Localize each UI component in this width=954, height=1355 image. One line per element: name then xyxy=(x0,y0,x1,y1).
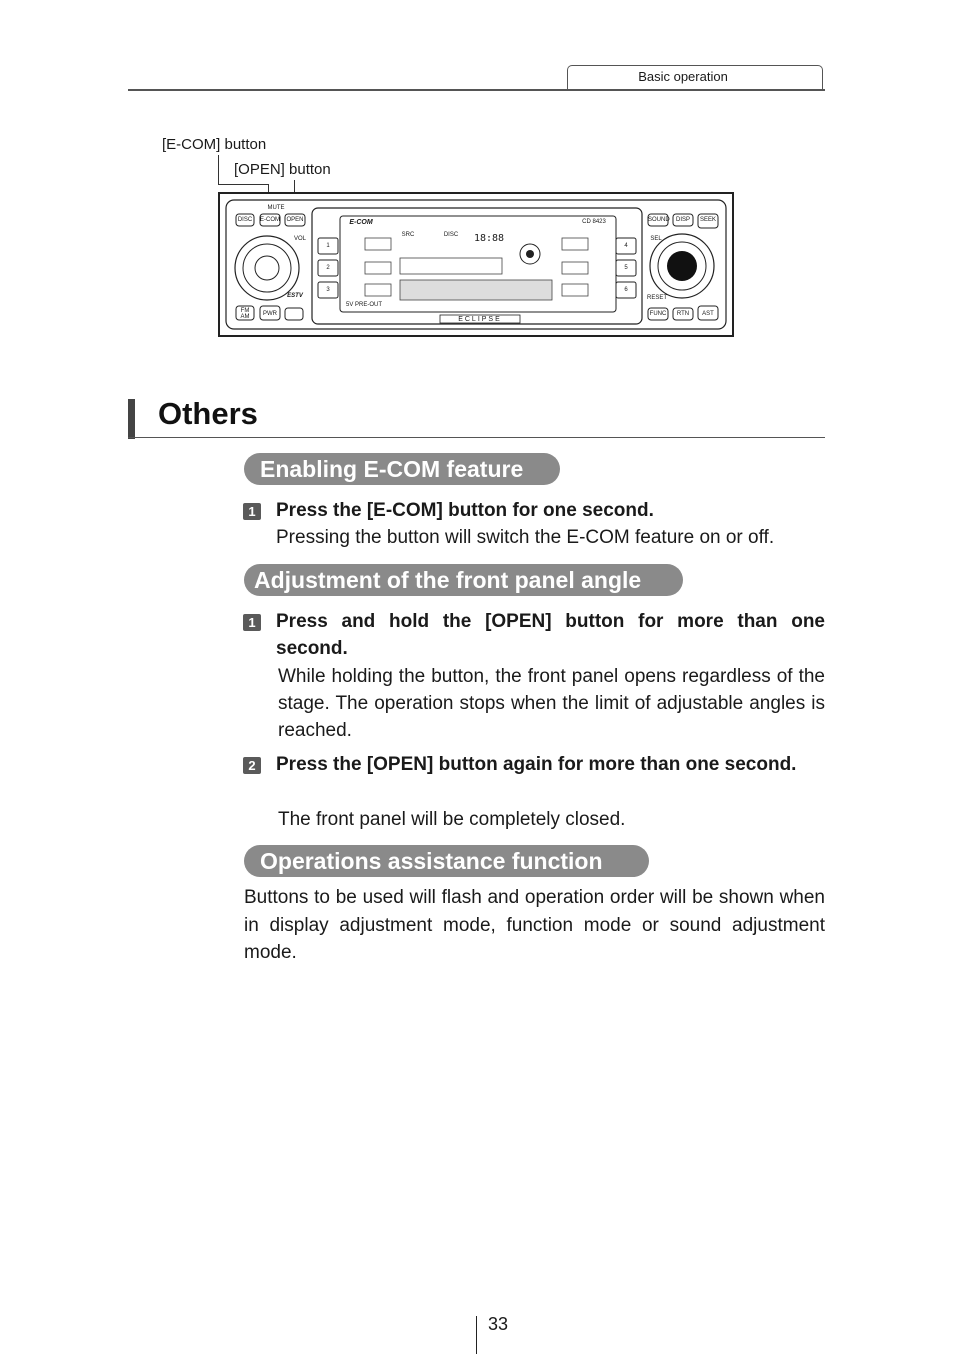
page-number: 33 xyxy=(488,1314,509,1334)
pwr-button: PWR xyxy=(263,311,277,317)
display-src: SRC xyxy=(401,232,415,238)
step-title: Press and hold the [OPEN] button for more than one second. xyxy=(276,611,825,659)
assistance-body: Buttons to be used will flash and operation order will be shown when in display adjustment mode, function mode or sound adjustment mode. xyxy=(244,887,825,963)
callout-leader-ecom-h xyxy=(218,184,268,185)
page-number-rule xyxy=(476,1316,477,1354)
rtn-button: RTN xyxy=(676,311,690,317)
callout-open-button: [OPEN] button xyxy=(234,161,331,178)
subheading-front-panel-angle xyxy=(244,564,683,596)
step-title: Press the [E-COM] button for one second. xyxy=(276,500,654,521)
step-body: While holding the button, the front panel opens regardless of the stage. The operation stops when the limit of adjustable angles is reached. xyxy=(278,666,825,741)
reset-label: RESET xyxy=(646,295,667,301)
callout-leader-ecom xyxy=(218,155,219,184)
step-number: 1 xyxy=(243,614,261,631)
step-number: 2 xyxy=(243,757,261,774)
step-number: 1 xyxy=(243,503,261,520)
ast-button: AST xyxy=(702,311,714,317)
subheading-enabling-ecom xyxy=(244,453,560,485)
open-button: OPEN xyxy=(286,217,304,223)
fm-am-button: FM AM xyxy=(240,308,250,320)
section-rule xyxy=(128,437,825,438)
subheading-enabling-ecom-text: Enabling E-COM feature xyxy=(260,456,524,482)
preset-1: 1 xyxy=(326,243,330,249)
header-rule xyxy=(128,89,825,91)
func-button: FUNC xyxy=(649,311,667,317)
step-body: Pressing the button will switch the E-COM feature on or off. xyxy=(276,527,775,548)
head-unit-illustration xyxy=(218,192,734,337)
subheading-operations-assistance-text: Operations assistance function xyxy=(260,848,603,874)
disc-button: DISC xyxy=(237,217,253,223)
preset-2: 2 xyxy=(326,265,330,271)
mute-label: MUTE xyxy=(267,205,285,211)
sound-button: SOUND xyxy=(648,217,670,223)
ecom-button: E-COM xyxy=(260,217,280,223)
model-label: CD 8423 xyxy=(582,219,606,225)
estv-label: ESTV xyxy=(287,293,303,299)
section-title: Others xyxy=(158,396,258,431)
sel-label: SEL xyxy=(650,236,662,242)
display-disc: DISC xyxy=(443,232,459,238)
ecom-logo: E-COM xyxy=(349,219,373,226)
seek-button: SEEK xyxy=(699,217,716,223)
section-bar xyxy=(128,399,135,439)
subheading-operations-assistance xyxy=(244,845,649,877)
vol-label: VOL xyxy=(293,236,306,242)
step-body: The front panel will be completely closed. xyxy=(278,809,626,830)
preset-6: 6 xyxy=(624,287,628,293)
callout-ecom-button: [E-COM] button xyxy=(162,136,267,153)
preout-label: 5V PRE-OUT xyxy=(345,302,382,308)
step-title: Press the [OPEN] button again for more than one second. xyxy=(276,754,797,775)
brand-label: ECLIPSE xyxy=(458,316,502,323)
disp-button: DISP xyxy=(675,217,690,223)
preset-5: 5 xyxy=(624,265,628,271)
display-digits: 18:88 xyxy=(473,233,505,244)
section-tab: Basic operation xyxy=(567,65,823,89)
preset-3: 3 xyxy=(326,287,330,293)
subheading-front-panel-angle-text: Adjustment of the front panel angle xyxy=(254,567,642,593)
preset-4: 4 xyxy=(624,243,628,249)
